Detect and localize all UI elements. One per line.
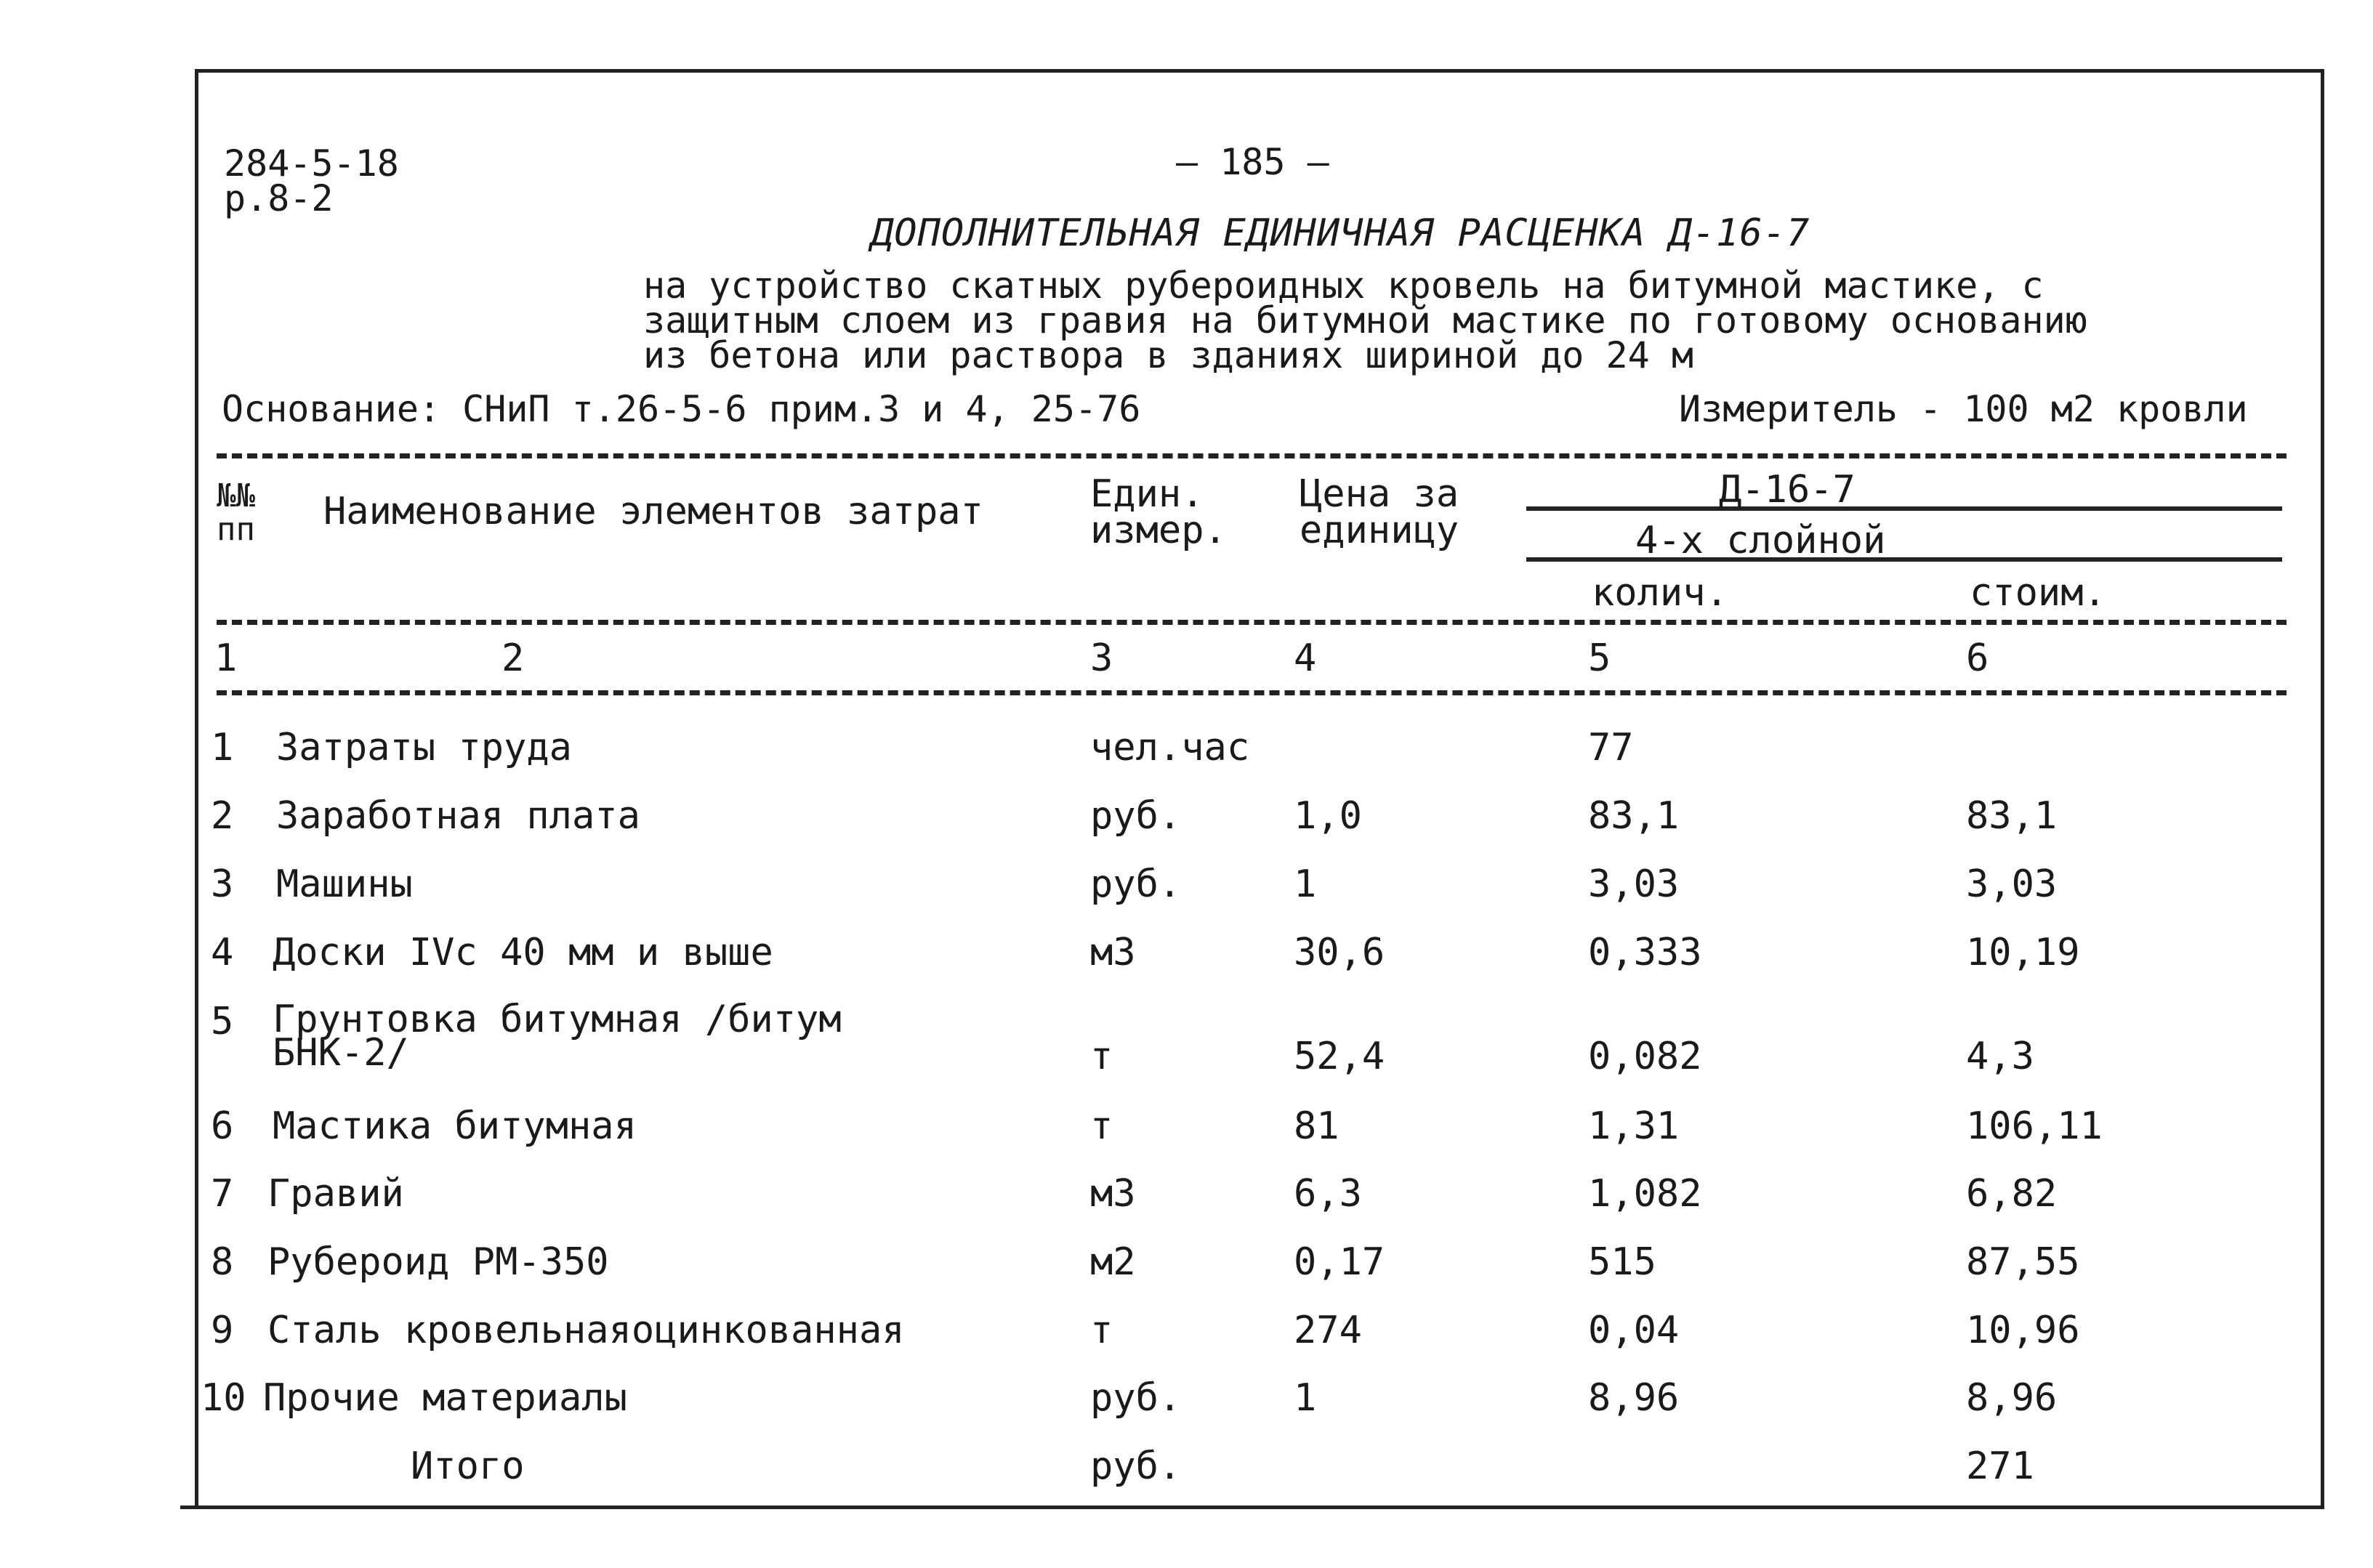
row-cost: 10,19 <box>1966 931 2080 974</box>
frame-left <box>195 69 198 1508</box>
row-qty: 83,1 <box>1588 794 1680 838</box>
header-name: Наименование элементов затрат <box>323 490 983 533</box>
row-qty: 3,03 <box>1588 862 1680 906</box>
header-price: Цена за единицу <box>1300 472 1459 552</box>
row-unit: м3 <box>1090 931 1136 974</box>
row-num: 10 <box>201 1376 246 1420</box>
header-subgroup: 4-х слойной <box>1635 519 1886 562</box>
row-name: Рубероид РМ-350 <box>267 1240 609 1284</box>
row-name: Грунтовка битумная /битум БНК-2/ <box>273 998 842 1075</box>
header-cost: стоим. <box>1970 571 2106 615</box>
row-name: Доски IVс 40 мм и выше <box>273 931 773 974</box>
row-price: 30,6 <box>1294 931 1385 974</box>
row-qty: 0,04 <box>1588 1309 1680 1352</box>
total-cost: 271 <box>1966 1444 2034 1488</box>
row-cost: 3,03 <box>1966 862 2058 906</box>
numbers-bottom-rule <box>217 690 2287 695</box>
header-num: №№ пп <box>217 477 255 548</box>
row-num: 8 <box>211 1240 234 1284</box>
row-unit: т <box>1090 1104 1113 1148</box>
row-unit: т <box>1090 1035 1113 1078</box>
row-cost: 83,1 <box>1966 794 2058 838</box>
row-qty: 515 <box>1588 1240 1656 1284</box>
row-cost: 87,55 <box>1966 1240 2080 1284</box>
description-line-2: защитным слоем из гравия на битумной мастике по готовому основанию <box>643 299 2087 342</box>
header-group: Д-16-7 <box>1719 468 1856 512</box>
row-cost: 106,11 <box>1966 1104 2103 1148</box>
row-unit: т <box>1090 1309 1113 1352</box>
page-title: ДОПОЛНИТЕЛЬНАЯ ЕДИНИЧНАЯ РАСЦЕНКА Д-16-7 <box>871 211 1810 255</box>
row-name: Машины <box>276 862 413 906</box>
row-qty: 1,31 <box>1588 1104 1680 1148</box>
row-name: Гравий <box>267 1172 404 1216</box>
row-unit: руб. <box>1090 1376 1182 1420</box>
row-qty: 77 <box>1588 726 1634 769</box>
doc-code: 284-5-18 <box>224 142 399 185</box>
row-price: 6,3 <box>1294 1172 1362 1216</box>
col-number-4: 4 <box>1294 637 1317 680</box>
row-unit: руб. <box>1090 862 1182 906</box>
group-rule <box>1526 506 2282 511</box>
measure-unit: Измеритель - 100 м2 кровли <box>1679 388 2248 430</box>
row-cost: 6,82 <box>1966 1172 2058 1216</box>
col-number-2: 2 <box>501 637 525 680</box>
description-line-3: из бетона или раствора в зданиях шириной до 24 м <box>643 334 1693 376</box>
frame-bottom <box>180 1506 2324 1509</box>
row-num: 4 <box>211 931 234 974</box>
row-qty: 8,96 <box>1588 1376 1680 1420</box>
section-code: р.8-2 <box>224 177 334 219</box>
row-cost: 10,96 <box>1966 1309 2080 1352</box>
row-qty: 1,082 <box>1588 1172 1702 1216</box>
row-num: 7 <box>211 1172 234 1216</box>
row-num: 2 <box>211 794 234 838</box>
header-bottom-rule <box>217 620 2287 625</box>
row-unit: м2 <box>1090 1240 1136 1284</box>
row-name: Заработная плата <box>276 794 640 838</box>
row-unit: м3 <box>1090 1172 1136 1216</box>
total-label: Итого <box>411 1444 525 1488</box>
row-price: 81 <box>1294 1104 1339 1148</box>
row-price: 1 <box>1294 1376 1317 1420</box>
row-price: 52,4 <box>1294 1035 1385 1078</box>
col-number-1: 1 <box>214 637 238 680</box>
row-unit: руб. <box>1090 794 1182 838</box>
row-cost: 4,3 <box>1966 1035 2034 1078</box>
row-qty: 0,333 <box>1588 931 1702 974</box>
row-price: 1 <box>1294 862 1317 906</box>
col-number-6: 6 <box>1966 637 1989 680</box>
col-number-5: 5 <box>1588 637 1611 680</box>
row-name: Затраты труда <box>276 726 572 769</box>
frame-top <box>195 69 2324 73</box>
header-qty: колич. <box>1592 571 1728 615</box>
page-number: — 185 — <box>1176 141 1329 183</box>
row-price: 0,17 <box>1294 1240 1385 1284</box>
header-unit: Един. измер. <box>1090 472 1227 552</box>
row-num: 6 <box>211 1104 234 1148</box>
row-name: Мастика битумная <box>273 1104 637 1148</box>
row-num: 3 <box>211 862 234 906</box>
row-num: 9 <box>211 1309 234 1352</box>
row-price: 274 <box>1294 1309 1362 1352</box>
total-unit: руб. <box>1090 1444 1182 1488</box>
frame-right <box>2321 69 2324 1508</box>
col-number-3: 3 <box>1090 637 1113 680</box>
description-line-1: на устройство скатных рубероидных кровель на битумной мастике, с <box>643 264 2044 307</box>
row-num: 5 <box>211 1000 234 1043</box>
table-top-rule <box>217 453 2287 458</box>
row-cost: 8,96 <box>1966 1376 2058 1420</box>
basis: Основание: СНиП т.26-5-6 прим.3 и 4, 25-76 <box>222 388 1141 430</box>
row-num: 1 <box>211 726 234 769</box>
row-unit: чел.час <box>1090 726 1250 769</box>
row-qty: 0,082 <box>1588 1035 1702 1078</box>
row-name: Сталь кровельнаяоцинкованная <box>267 1309 905 1352</box>
row-name: Прочие материалы <box>263 1376 627 1420</box>
row-price: 1,0 <box>1294 794 1362 838</box>
